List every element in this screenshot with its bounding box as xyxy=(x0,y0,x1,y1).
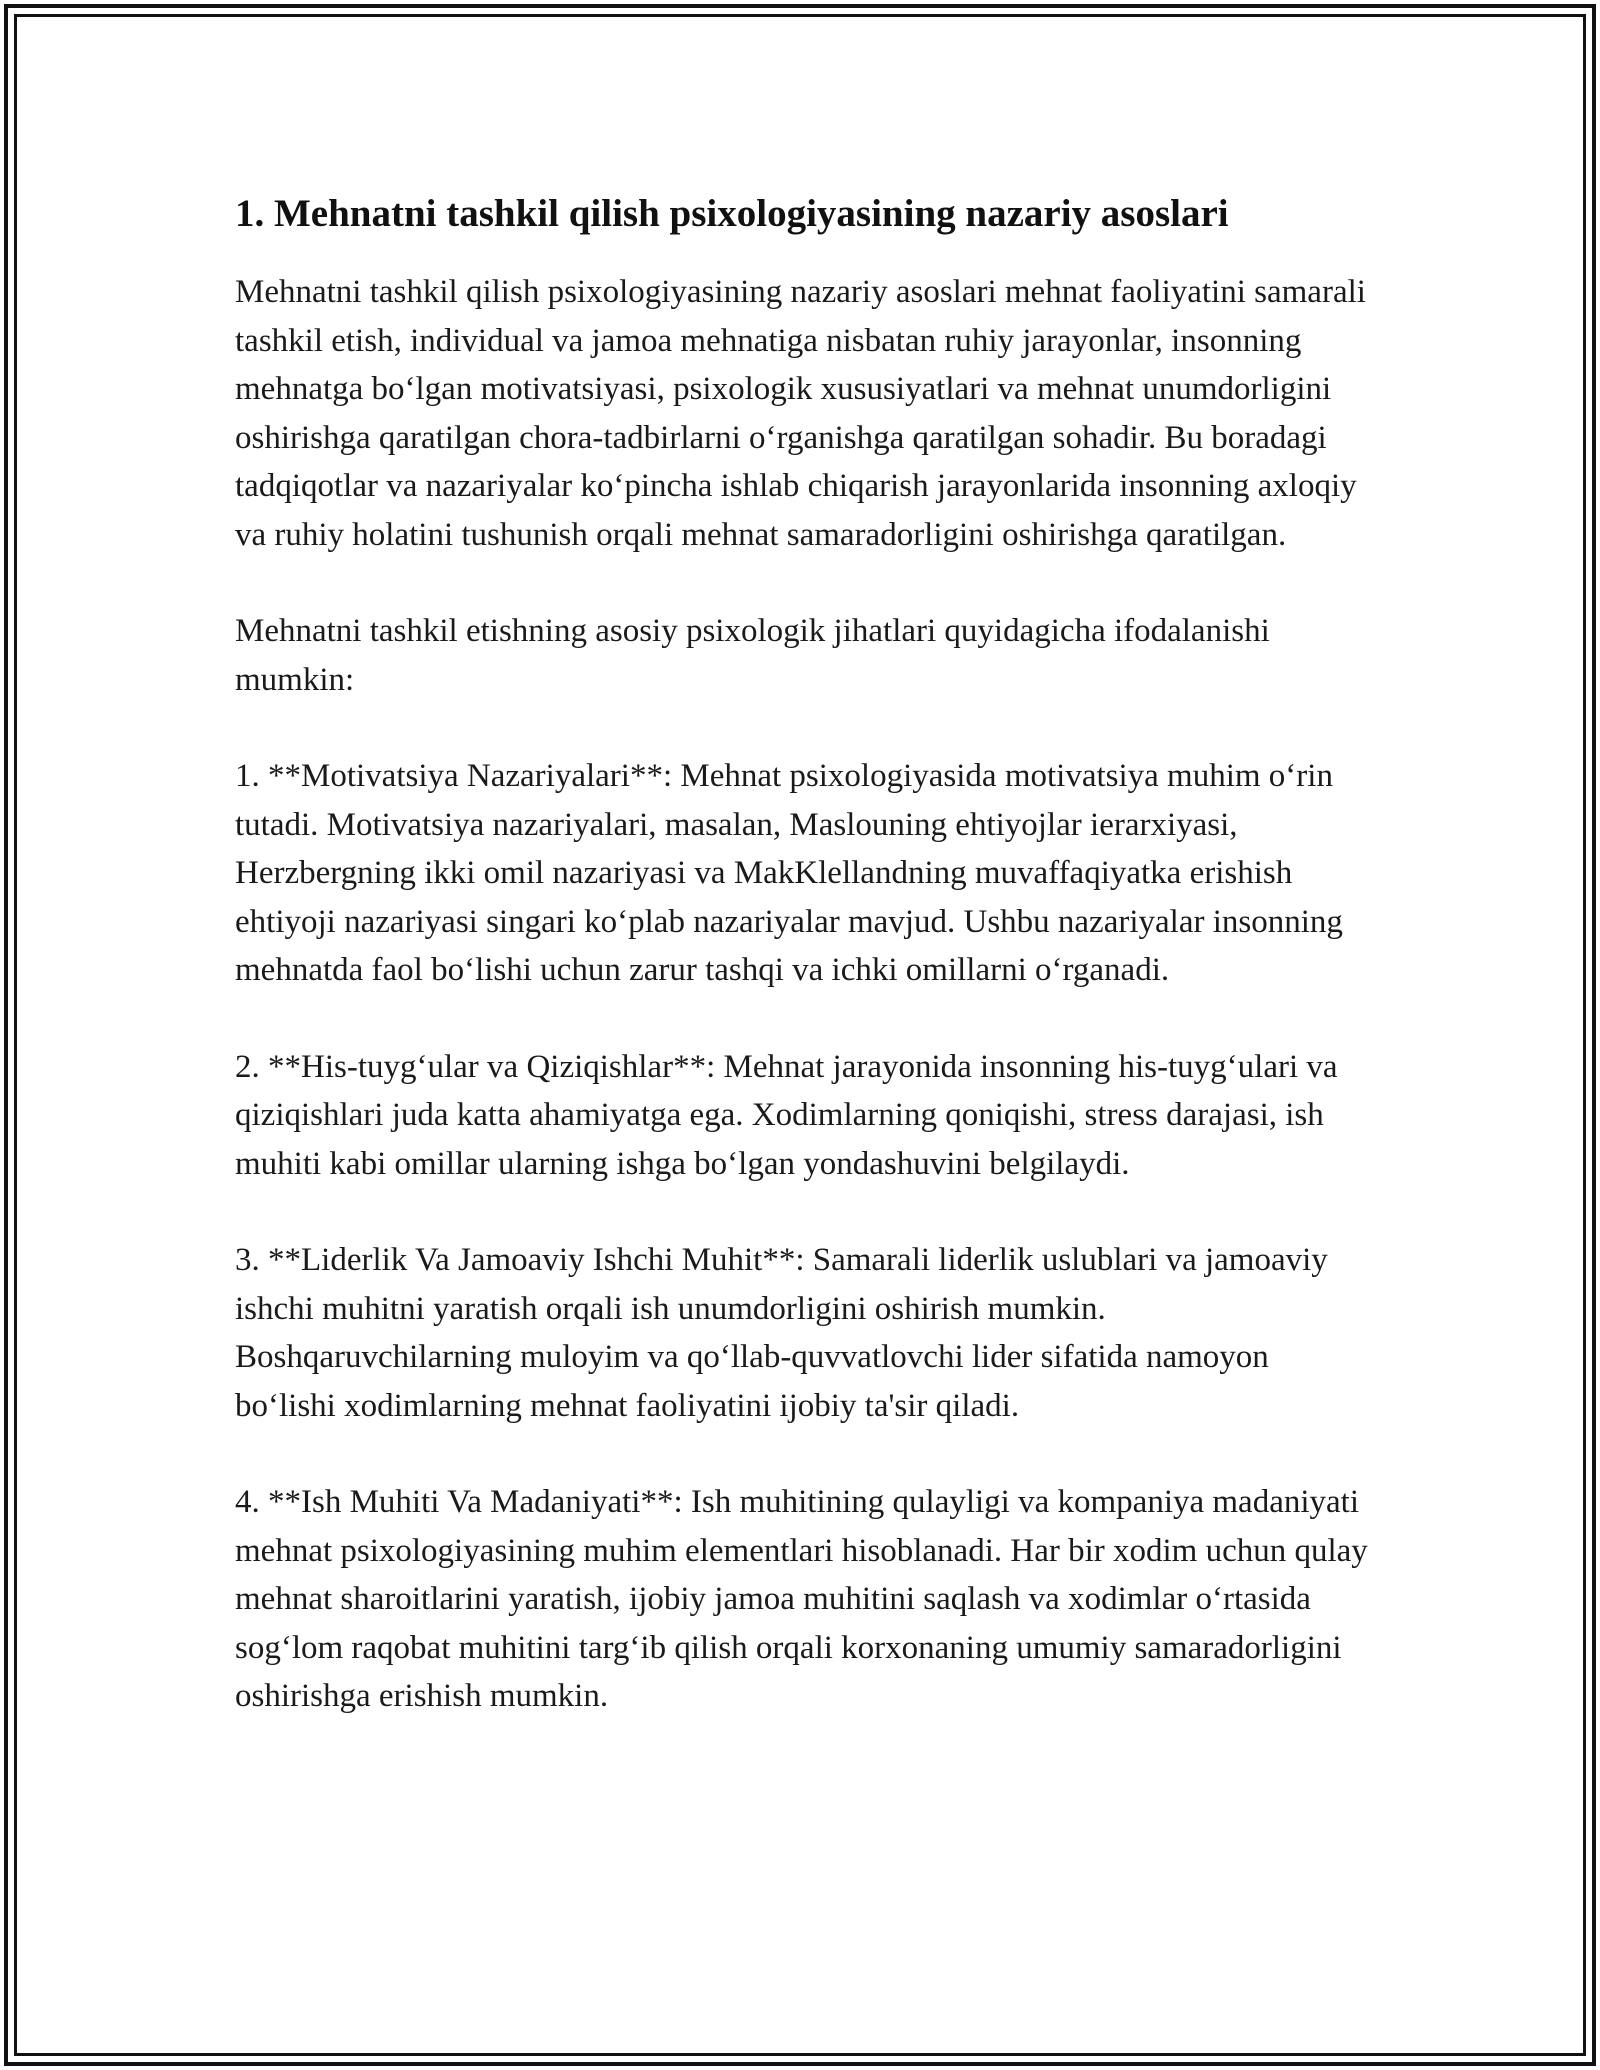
leadership-paragraph: 3. **Liderlik Va Jamoaviy Ishchi Muhit**: Samarali liderlik uslublari va jamoaviy ishchi muhitni yaratish orqali ish unumdorligini oshirish mumkin. Boshqaruvchilarning muloyim va qo‘llab-quvvatlovchi lider sifatida namoyon bo‘lishi xodimlarning mehnat faoliyatini ijobiy ta'sir qiladi. xyxy=(235,1242,1328,1424)
work-environment-paragraph: 4. **Ish Muhiti Va Madaniyati**: Ish muhitining qulayligi va kompaniya madaniyati mehnat psixologiyasining muhim elementlari hisoblanadi. Har bir xodim uchun qulay mehnat sharoitlarini yaratish, ijobiy jamoa muhitini saqlash va xodimlar o‘rtasida sog‘lom raqobat muhitini targ‘ib qilish orqali korxonaning umumiy samaradorligini oshirishga erishish mumkin. xyxy=(235,1484,1368,1714)
intro-paragraph: Mehnatni tashkil qilish psixologiyasining nazariy asoslari mehnat faoliyatini samarali tashkil etish, individual va jamoa mehnatiga nisbatan ruhiy jarayonlar, insonning mehnatga bo‘lgan motivatsiyasi, psixologik xususiyatlari va mehnat unumdorligini oshirishga qaratilgan chora-tadbirlarni o‘rganishga qaratilgan sohadir. Bu boradagi tadqiqotlar va nazariyalar ko‘pincha ishlab chiqarish jarayonlarida insonning axloqiy va ruhiy holatini tushunish orqali mehnat samaradorligini oshirishga qaratilgan. xyxy=(235,274,1366,553)
emotions-interests-paragraph: 2. **His-tuyg‘ular va Qiziqishlar**: Mehnat jarayonida insonning his-tuyg‘ulari va qiziqishlari juda katta ahamiyatga ega. Xodimlarning qoniqishi, stress darajasi, ish muhiti kabi omillar ularning ishga bo‘lgan yondashuvini belgilaydi. xyxy=(235,1048,1338,1182)
document-body xyxy=(235,190,1375,1769)
document-title: 1. Mehnatni tashkil qilish psixologiyasining nazariy asoslari xyxy=(235,192,1229,235)
motivation-theories-paragraph: 1. **Motivatsiya Nazariyalari**: Mehnat psixologiyasida motivatsiya muhim o‘rin tutadi. Motivatsiya nazariyalari, masalan, Maslouning ehtiyojlar ierarxiyasi, Herzbergning ikki omil nazariyasi va MakKlellandning muvaffaqiyatka erishish ehtiyoji nazariyasi singari ko‘plab nazariyalar mavjud. Ushbu nazariyalar insonning mehnatda faol bo‘lishi uchun zarur tashqi va ichki omillarni o‘rganadi. xyxy=(235,758,1343,988)
aspects-lead-paragraph: Mehnatni tashkil etishning asosiy psixologik jihatlari quyidagicha ifodalanishi mumkin: xyxy=(235,613,1270,698)
